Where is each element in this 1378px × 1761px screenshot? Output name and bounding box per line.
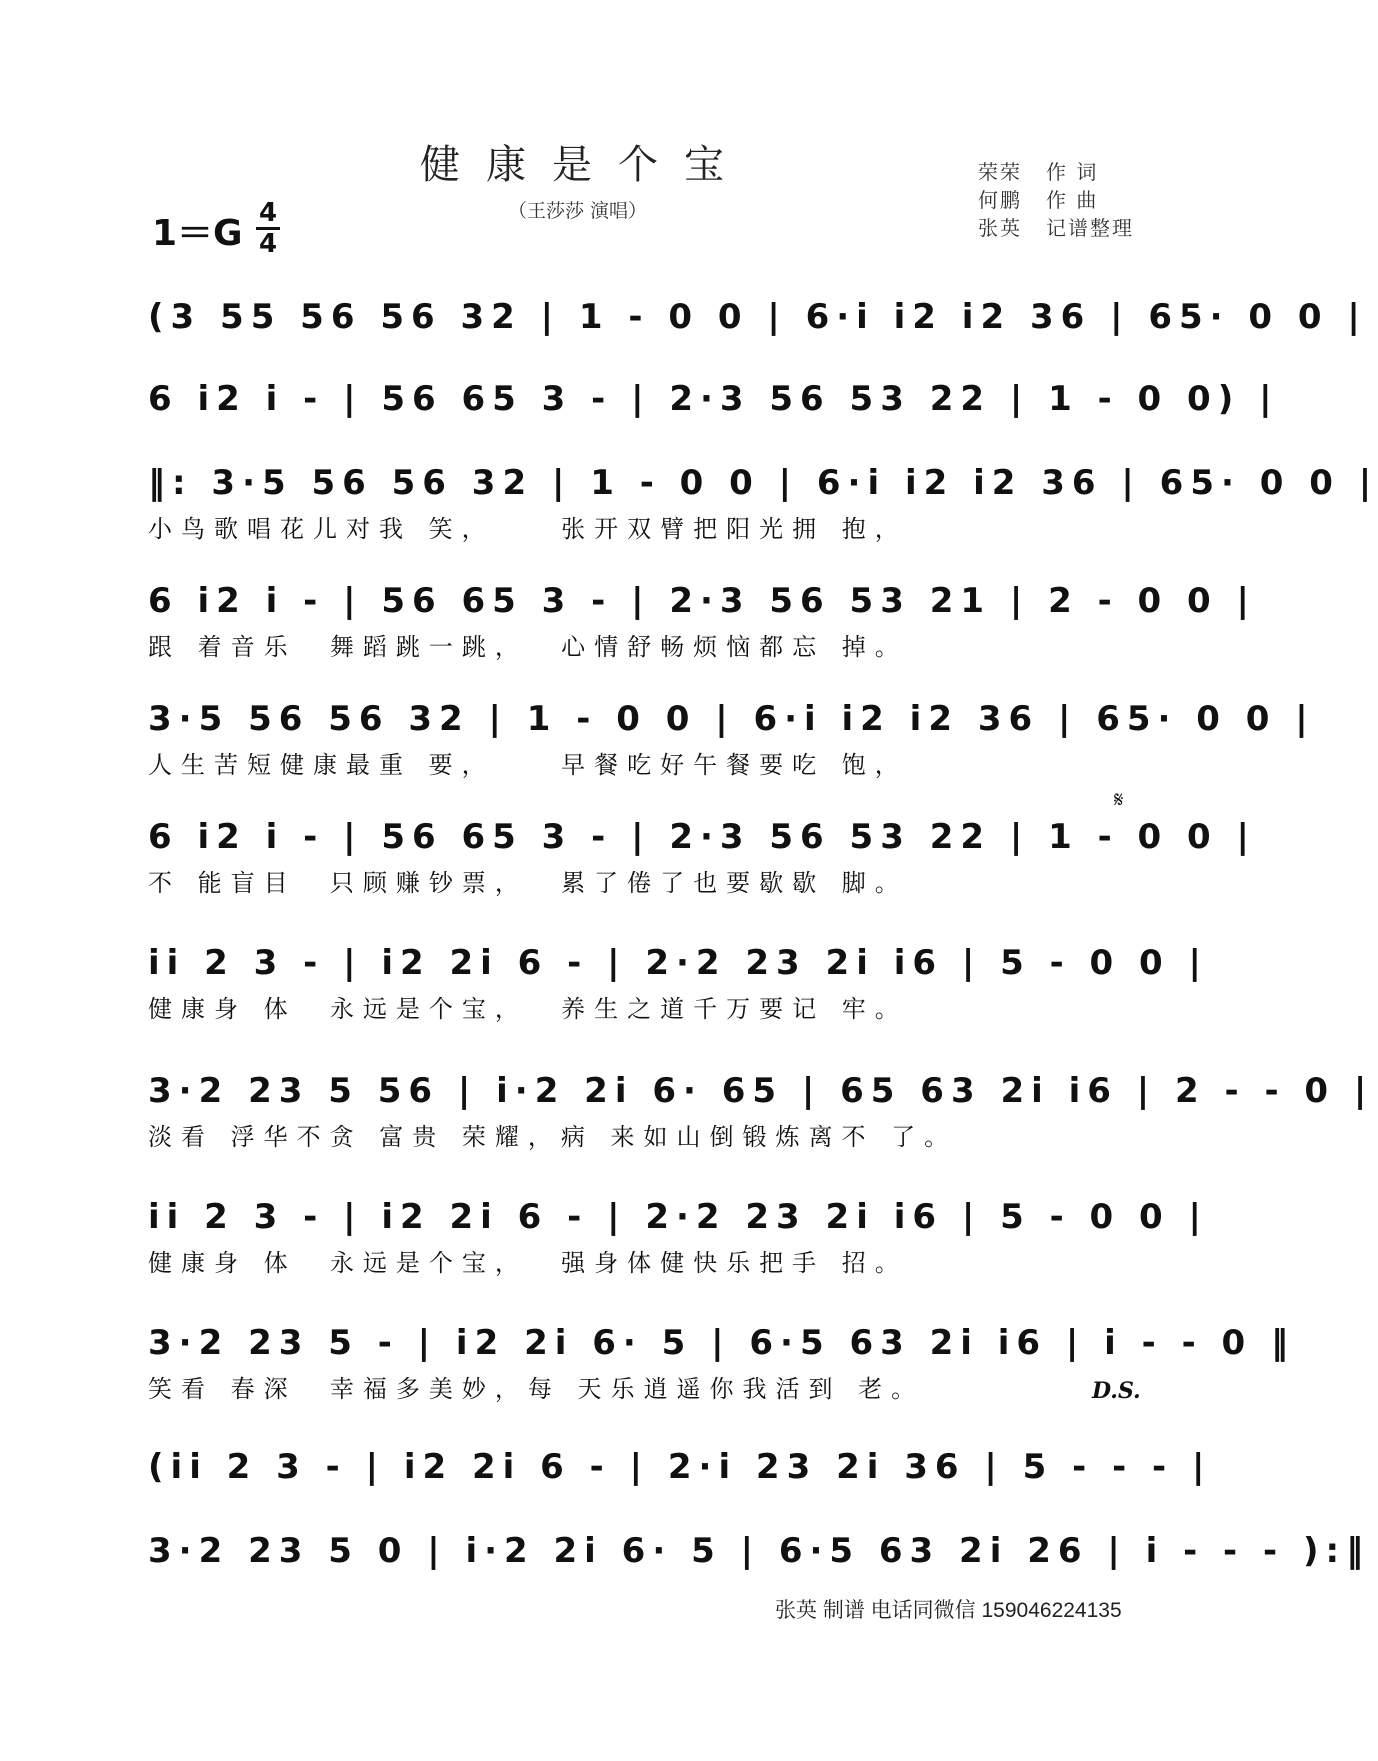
lyric-line: 不 能盲目 只顾赚钞票， 累了倦了也要歇歇 脚。	[148, 868, 908, 897]
lyric-line: 笑看 春深 幸福多美妙，每 天乐逍遥你我活到 老。	[148, 1374, 925, 1403]
staff-system	[148, 936, 1208, 1023]
staff-system	[148, 290, 1367, 376]
lyric-line: 人生苦短健康最重 要， 早餐吃好午餐要吃 饱，	[148, 750, 908, 779]
time-signature	[256, 200, 280, 257]
staff-system	[148, 1316, 1296, 1403]
credit-name: 张英	[978, 216, 1022, 240]
notation-line: (3 55 56 56 32 | 1 - 0 0 | 6·i i2 i2 36 | 65· 0 0 |	[148, 297, 1367, 337]
lyric-line: 跟 着音乐 舞蹈跳一跳， 心情舒畅烦恼都忘 掉。	[148, 632, 908, 661]
staff-system	[148, 1064, 1374, 1151]
staff-system	[148, 1440, 1212, 1526]
staff-system	[148, 574, 1256, 661]
staff-system	[148, 692, 1315, 779]
credit-role: 作 曲	[1046, 188, 1099, 212]
notation-line: ii 2 3 - | i2 2i 6 - | 2·2 23 2i i6 | 5 - 0 0 |	[148, 1197, 1208, 1237]
staff-system	[148, 1190, 1208, 1277]
notation-line: ii 2 3 - | i2 2i 6 - | 2·2 23 2i i6 | 5 - 0 0 |	[148, 943, 1208, 983]
credit-arranger	[978, 214, 1134, 242]
credit-lyricist	[978, 158, 1134, 186]
staff-system	[148, 372, 1279, 458]
notation-line: 6 i2 i - | 56 65 3 - | 2·3 56 53 22 | 1 - 0 0) |	[148, 379, 1279, 419]
staff-system	[148, 456, 1378, 543]
notation-line: 3·2 23 5 0 | i·2 2i 6· 5 | 6·5 63 2i 26 | i - - - ):‖	[148, 1531, 1371, 1571]
footer-credit: 张英 制谱 电话同微信 159046224135	[775, 1599, 1122, 1622]
lyric-line: 健康身 体 永远是个宝， 强身体健快乐把手 招。	[148, 1248, 908, 1277]
credit-role: 作 词	[1046, 160, 1099, 184]
notation-line: 3·2 23 5 - | i2 2i 6· 5 | 6·5 63 2i i6 | i - - 0 ‖	[148, 1323, 1296, 1363]
segno-sign: 𝄋	[1114, 788, 1124, 813]
song-title: 健康是个宝	[420, 142, 750, 188]
key-signature: 1＝G	[152, 213, 243, 254]
staff-system	[148, 810, 1256, 897]
credit-role: 记谱整理	[1046, 216, 1134, 240]
credits-block	[978, 158, 1134, 242]
lyric-line: 健康身 体 永远是个宝， 养生之道千万要记 牢。	[148, 994, 908, 1023]
notation-line: (ii 2 3 - | i2 2i 6 - | 2·i 23 2i 36 | 5 - - - |	[148, 1447, 1212, 1487]
notation-line: 3·5 56 56 32 | 1 - 0 0 | 6·i i2 i2 36 | 65· 0 0 |	[148, 699, 1315, 739]
lyric-line: 小鸟歌唱花儿对我 笑， 张开双臂把阳光拥 抱，	[148, 514, 908, 543]
dal-segno-mark: D.S.	[1092, 1378, 1141, 1404]
time-signature-top: 4	[258, 198, 278, 228]
lyric-line: 淡看 浮华不贪 富贵 荣耀，病 来如山倒锻炼离不 了。	[148, 1122, 958, 1151]
notation-line: 6 i2 i - | 56 65 3 - | 2·3 56 53 21 | 2 - 0 0 |	[148, 581, 1256, 621]
notation-line: 3·2 23 5 56 | i·2 2i 6· 65 | 65 63 2i i6 | 2 - - 0 |	[148, 1071, 1374, 1111]
notation-line: ‖: 3·5 56 56 32 | 1 - 0 0 | 6·i i2 i2 36 | 65· 0 0 |	[148, 463, 1378, 503]
credit-name: 何鹏	[978, 188, 1022, 212]
performer-note: （王莎莎 演唱）	[508, 200, 648, 222]
credit-name: 荣荣	[978, 160, 1022, 184]
time-signature-bottom: 4	[258, 229, 278, 259]
credit-composer	[978, 186, 1134, 214]
lyric-line	[148, 426, 1128, 458]
notation-line: 6 i2 i - | 56 65 3 - | 2·3 56 53 22 | 1 - 0 0 |	[148, 817, 1256, 857]
lyric-line	[148, 1494, 1128, 1526]
